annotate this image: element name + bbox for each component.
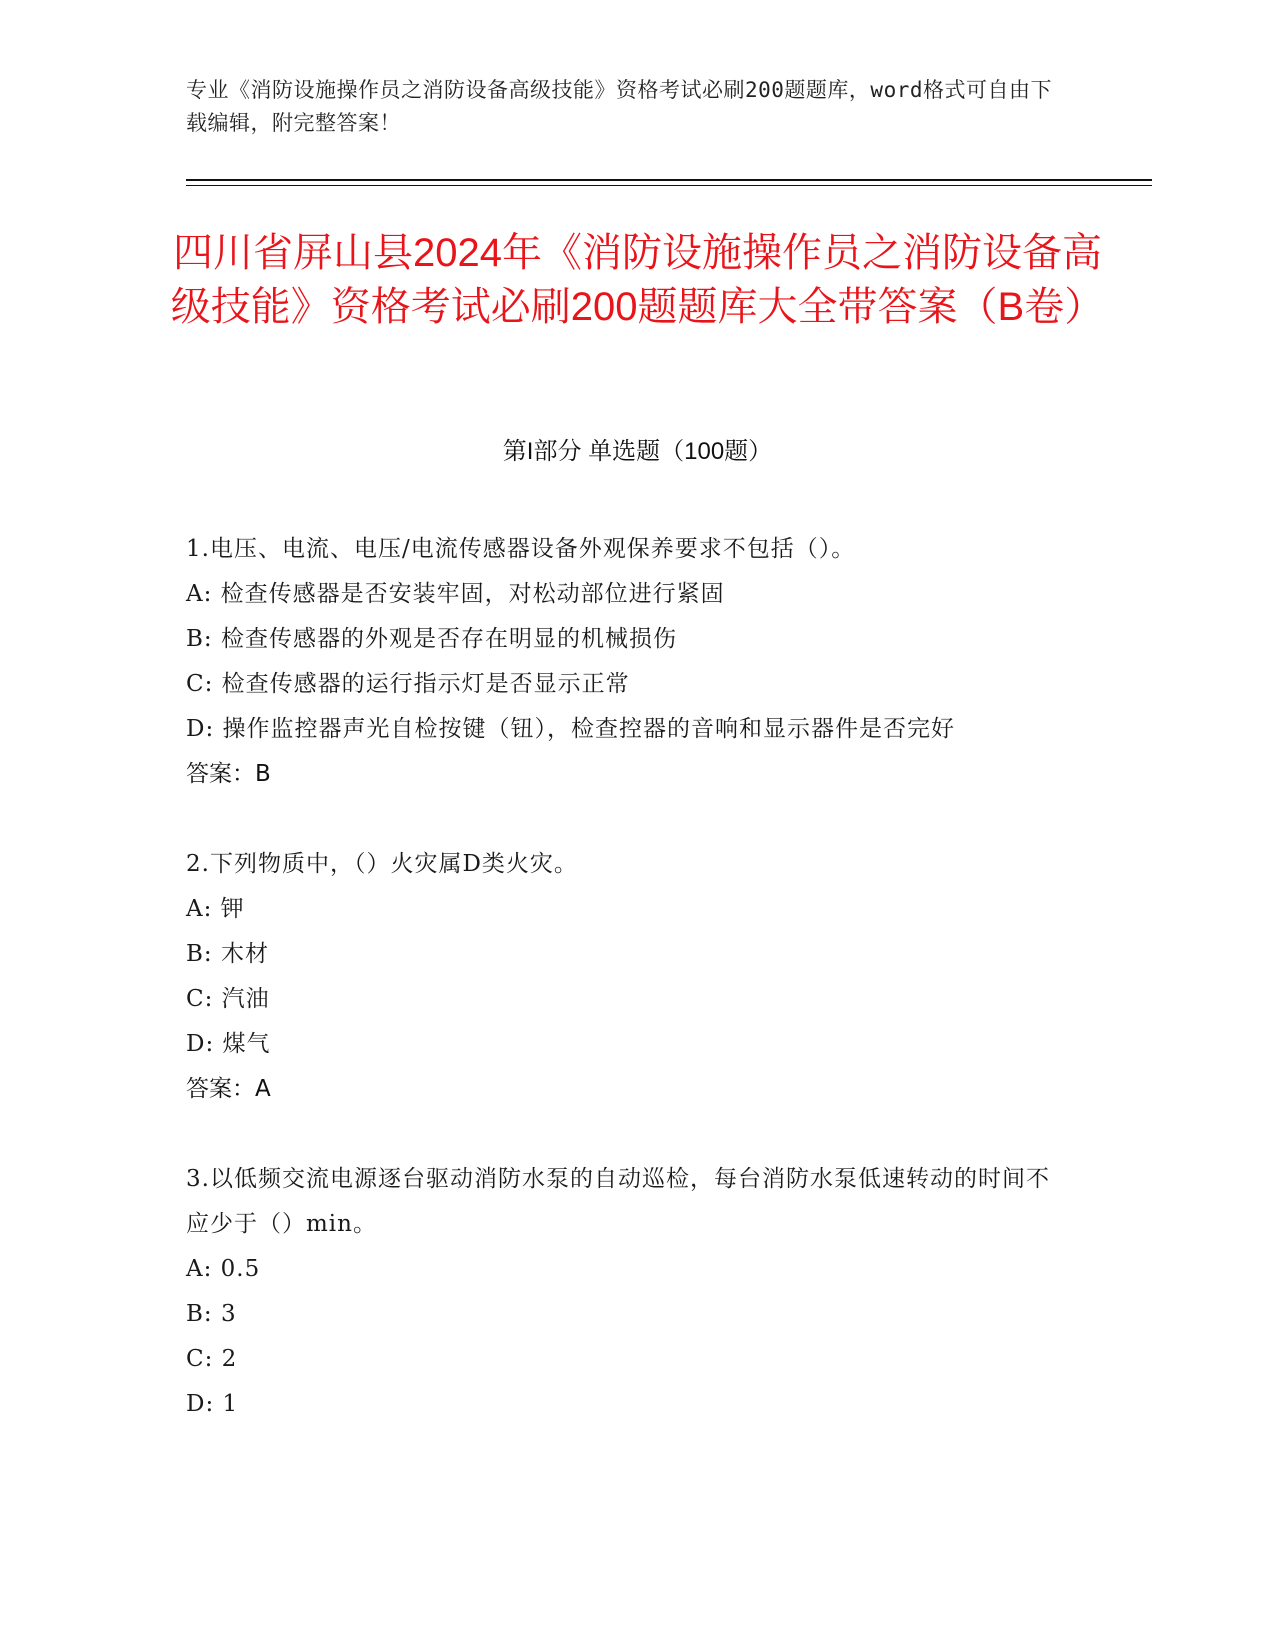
option-a: A: 钾 bbox=[186, 896, 245, 922]
section-title: 第I部分 单选题（100题） bbox=[502, 438, 773, 465]
option-c: C: 汽油 bbox=[186, 986, 270, 1012]
question-list bbox=[186, 527, 1066, 1427]
option-b: B: 木材 bbox=[186, 941, 269, 967]
header-divider-thick bbox=[186, 179, 1152, 181]
question-spacer bbox=[186, 1112, 1066, 1157]
question-1 bbox=[186, 527, 1066, 797]
document-title: 四川省屏山县2024年《消防设施操作员之消防设备高级技能》资格考试必刷200题题库大全带答案（B卷） bbox=[170, 231, 1105, 329]
option-c: C: 检查传感器的运行指示灯是否显示正常 bbox=[186, 671, 630, 697]
answer: 答案：B bbox=[186, 761, 271, 787]
option-d: D: 1 bbox=[186, 1391, 239, 1417]
question-2 bbox=[186, 842, 1066, 1112]
header-note: 专业《消防设施操作员之消防设备高级技能》资格考试必刷200题题库，word格式可自由下载编辑，附完整答案！ bbox=[186, 78, 1052, 135]
question-3 bbox=[186, 1157, 1066, 1427]
option-d: D: 煤气 bbox=[186, 1031, 271, 1057]
question-stem: 3.以低频交流电源逐台驱动消防水泵的自动巡检，每台消防水泵低速转动的时间不应少于（）min。 bbox=[186, 1166, 1050, 1237]
question-stem: 1.电压、电流、电压/电流传感器设备外观保养要求不包括（）。 bbox=[186, 536, 856, 562]
option-a: A: 0.5 bbox=[186, 1256, 261, 1282]
option-a: A: 检查传感器是否安装牢固，对松动部位进行紧固 bbox=[186, 581, 725, 607]
question-spacer bbox=[186, 797, 1066, 842]
option-d: D: 操作监控器声光自检按键（钮），检查控器的音响和显示器件是否完好 bbox=[186, 716, 956, 742]
question-stem: 2.下列物质中，（）火灾属D类火灾。 bbox=[186, 851, 578, 877]
header-divider-thin bbox=[186, 185, 1152, 186]
answer: 答案：A bbox=[186, 1076, 271, 1102]
option-b: B: 3 bbox=[186, 1301, 237, 1327]
option-c: C: 2 bbox=[186, 1346, 238, 1372]
option-b: B: 检查传感器的外观是否存在明显的机械损伤 bbox=[186, 626, 677, 652]
